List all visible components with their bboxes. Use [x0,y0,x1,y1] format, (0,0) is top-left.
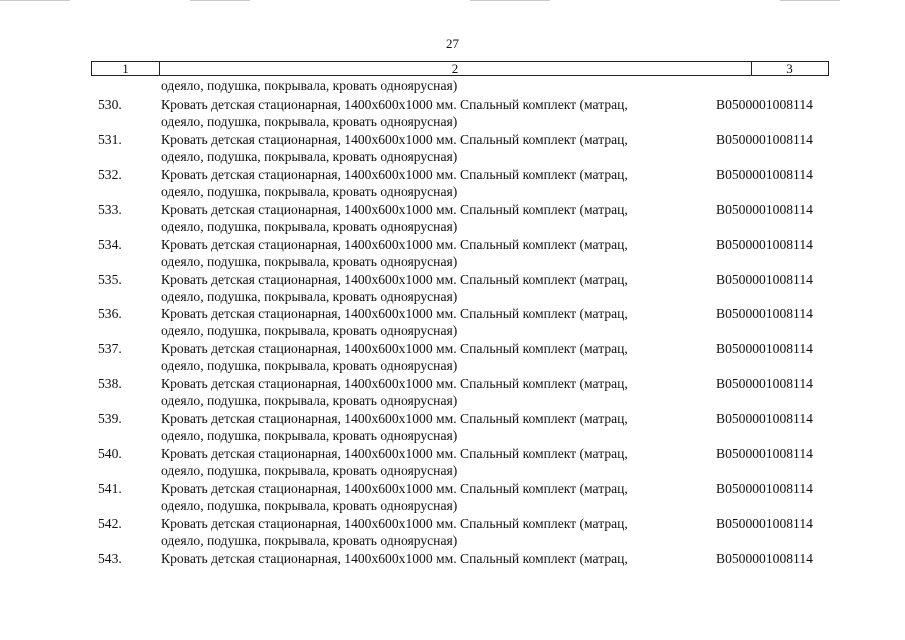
row-code: B0500001008114 [716,341,813,357]
row-code: B0500001008114 [716,411,813,427]
row-description-continued: одеяло, подушка, покрывала, кровать одноярусная) [161,218,458,234]
row-description-continued: одеяло, подушка, покрывала, кровать одноярусная) [161,114,458,129]
row-number: 536. [98,306,122,322]
table-header-cell: 1 [92,62,160,75]
row-description: Кровать детская стационарная, 1400x600x1000 мм. Спальный комплект (матрац, [161,236,628,252]
row-description: Кровать детская стационарная, 1400x600x1000 мм. Спальный комплект (матрац, [161,550,628,566]
row-code: B0500001008114 [716,201,813,217]
row-code: B0500001008114 [716,166,813,182]
row-code: B0500001008114 [716,306,813,322]
row-description: Кровать детская стационарная, 1400x600x1000 мм. Спальный комплект (матрац, [161,376,628,392]
row-number: 542. [98,515,122,531]
row-description-continued: одеяло, подушка, покрывала, кровать одноярусная) [161,497,458,513]
table-header [91,61,829,76]
scan-artifact [470,0,550,1]
table-header-cell: 3 [786,61,793,76]
row-number: 535. [98,271,122,287]
row-number: 530. [98,97,122,112]
row-description: Кровать детская стационарная, 1400x600x1000 мм. Спальный комплект (матрац, [161,306,628,322]
row-number: 541. [98,480,122,496]
row-code: B0500001008114 [716,131,813,147]
row-description-continued: одеяло, подушка, покрывала, кровать одноярусная) [161,463,458,478]
row-number: 537. [98,341,122,357]
row-number: 531. [98,131,122,147]
row-number: 540. [98,446,122,461]
row-description-continued: одеяло, подушка, покрывала, кровать одноярусная) [161,393,458,409]
row-code: B0500001008114 [716,446,813,461]
row-description: Кровать детская стационарная, 1400x600x1000 мм. Спальный комплект (матрац, [161,271,628,287]
row-description: Кровать детская стационарная, 1400x600x1000 мм. Спальный комплект (матрац, [161,411,628,427]
row-number: 538. [98,376,122,392]
row-code: B0500001008114 [716,480,813,496]
row-code: B0500001008114 [716,236,813,252]
row-number: 534. [98,236,122,252]
row-description: Кровать детская стационарная, 1400x600x1000 мм. Спальный комплект (матрац, [161,341,628,357]
row-description: Кровать детская стационарная, 1400x600x1000 мм. Спальный комплект (матрац, [161,480,628,496]
row-number: 543. [98,550,122,566]
row-description-continued: одеяло, подушка, покрывала, кровать одноярусная) [161,428,458,444]
row-description-continued: одеяло, подушка, покрывала, кровать одноярусная) [161,288,458,304]
row-description-continued: одеяло, подушка, покрывала, кровать одноярусная) [161,183,458,199]
row-description-continued: одеяло, подушка, покрывала, кровать одноярусная) [161,148,458,164]
continued-description: одеяло, подушка, покрывала, кровать одноярусная) [161,78,458,93]
row-description: Кровать детская стационарная, 1400x600x1000 мм. Спальный комплект (матрац, [161,201,628,217]
row-description-continued: одеяло, подушка, покрывала, кровать одноярусная) [161,358,458,374]
row-description: Кровать детская стационарная, 1400x600x1000 мм. Спальный комплект (матрац, [161,97,628,112]
row-code: B0500001008114 [716,97,813,112]
table-header-cell: 2 [159,62,752,75]
row-description-continued: одеяло, подушка, покрывала, кровать одноярусная) [161,253,458,269]
scan-artifact [0,0,70,1]
row-number: 539. [98,411,122,427]
row-code: B0500001008114 [716,271,813,287]
row-number: 532. [98,166,122,182]
scan-artifact [780,0,840,1]
row-description: Кровать детская стационарная, 1400x600x1000 мм. Спальный комплект (матрац, [161,515,628,531]
row-description: Кровать детская стационарная, 1400x600x1000 мм. Спальный комплект (матрац, [161,166,628,182]
row-description-continued: одеяло, подушка, покрывала, кровать одноярусная) [161,532,458,548]
row-number: 533. [98,201,122,217]
row-description: Кровать детская стационарная, 1400x600x1000 мм. Спальный комплект (матрац, [161,446,628,461]
row-code: B0500001008114 [716,376,813,392]
row-description-continued: одеяло, подушка, покрывала, кровать одноярусная) [161,323,458,339]
row-code: B0500001008114 [716,515,813,531]
scan-artifact [190,0,250,1]
row-description: Кровать детская стационарная, 1400x600x1000 мм. Спальный комплект (матрац, [161,131,628,147]
row-code: B0500001008114 [716,550,813,566]
page-number: 27 [446,36,459,51]
